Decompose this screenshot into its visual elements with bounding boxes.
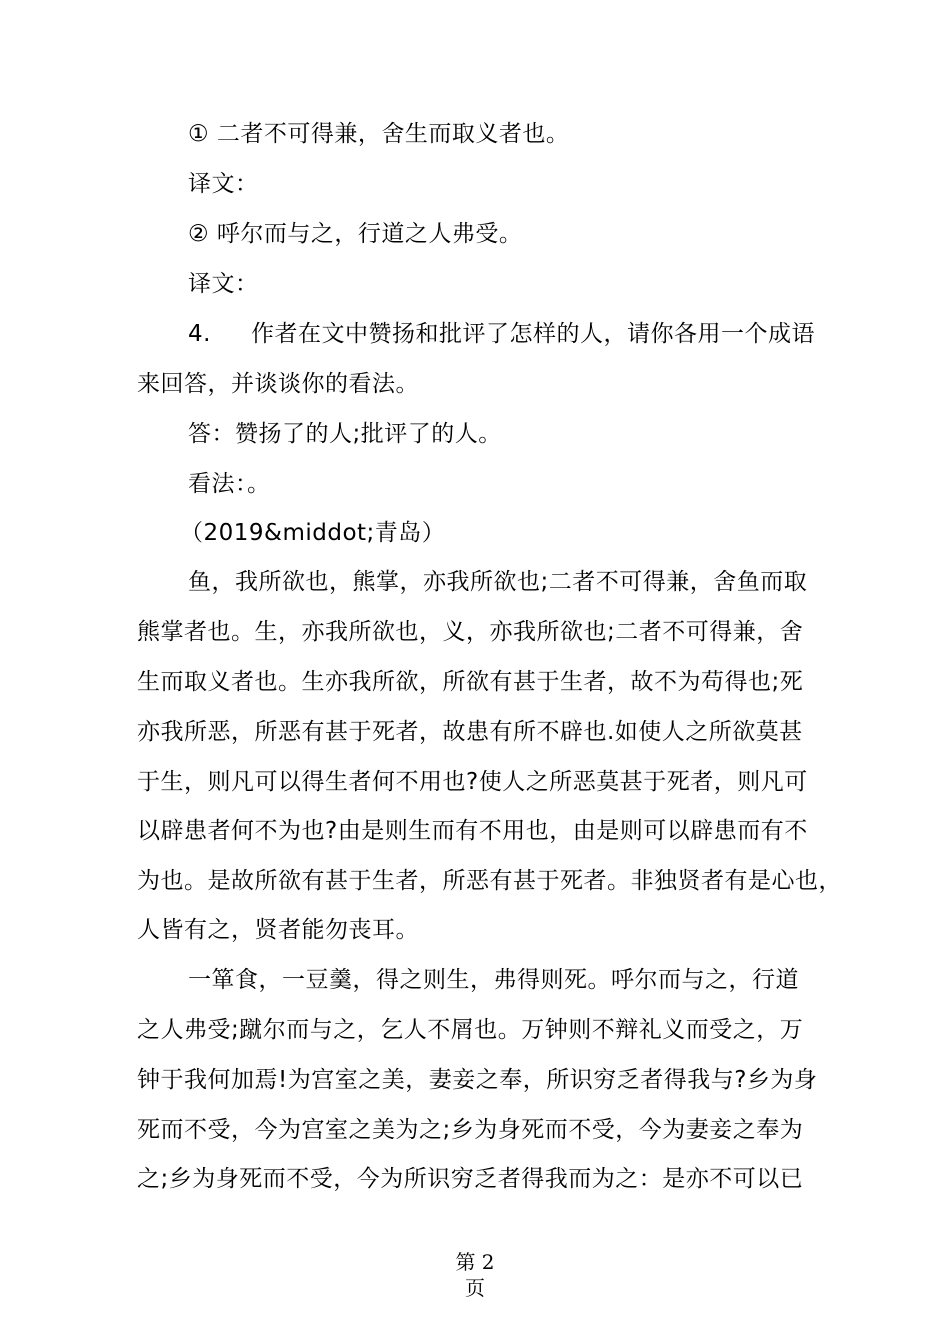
passage-line: 之人弗受;蹴尔而与之，乞人不屑也。万钟则不辩礼义而受之，万 — [137, 1017, 804, 1043]
passage-line: 人皆有之，贤者能勿丧耳。 — [137, 917, 419, 943]
question-number: 4. — [188, 321, 211, 347]
passage-line: 鱼，我所欲也，熊掌，亦我所欲也;二者不可得兼，舍鱼而取 — [188, 569, 808, 595]
source-citation: （2019&middot;青岛） — [180, 520, 446, 546]
passage-line: 亦我所恶，所恶有甚于死者，故患有所不辟也.如使人之所欲莫甚 — [137, 719, 803, 745]
passage-line: 熊掌者也。生，亦我所欲也，义，亦我所欲也;二者不可得兼，舍 — [137, 619, 804, 645]
question-item-2: ② 呼尔而与之，行道之人弗受。 — [188, 221, 523, 247]
page-number-line-2: 页 — [465, 1276, 485, 1300]
question-4 — [188, 319, 815, 349]
passage-line: 为也。是故所欲有甚于生者，所恶有甚于死者。非独贤者有是心也， — [137, 868, 842, 894]
passage-line: 一箪食，一豆羹，得之则生，弗得则死。呼尔而与之，行道 — [188, 967, 799, 993]
passage-line: 之;乡为身死而不受，今为所识穷乏者得我而为之：是亦不可以已 — [137, 1166, 804, 1192]
passage-line: 以辟患者何不为也?由是则生而有不用也，由是则可以辟患而有不 — [137, 818, 808, 844]
passage-line: 死而不受，今为宫室之美为之;乡为身死而不受，今为妻妾之奉为 — [137, 1117, 804, 1143]
answer-line: 答：赞扬了的人;批评了的人。 — [188, 421, 502, 447]
page-number-line-1: 第 2 — [455, 1250, 495, 1274]
question-text: 作者在文中赞扬和批评了怎样的人，请你各用一个成语 — [250, 321, 815, 347]
translation-label: 译文： — [188, 271, 259, 297]
translation-label: 译文： — [188, 171, 259, 197]
passage-line: 钟于我何加焉!为宫室之美，妻妾之奉，所识穷乏者得我与?乡为身 — [137, 1067, 818, 1093]
question-item-1: ① 二者不可得兼，舍生而取义者也。 — [188, 121, 570, 147]
question-text-continued: 来回答，并谈谈你的看法。 — [137, 371, 419, 397]
passage-line: 生而取义者也。生亦我所欲，所欲有甚于生者，故不为苟得也;死 — [137, 669, 804, 695]
passage-line: 于生，则凡可以得生者何不用也?使人之所恶莫甚于死者，则凡可 — [137, 769, 808, 795]
page-number — [0, 1249, 950, 1301]
opinion-line: 看法：。 — [188, 471, 271, 497]
